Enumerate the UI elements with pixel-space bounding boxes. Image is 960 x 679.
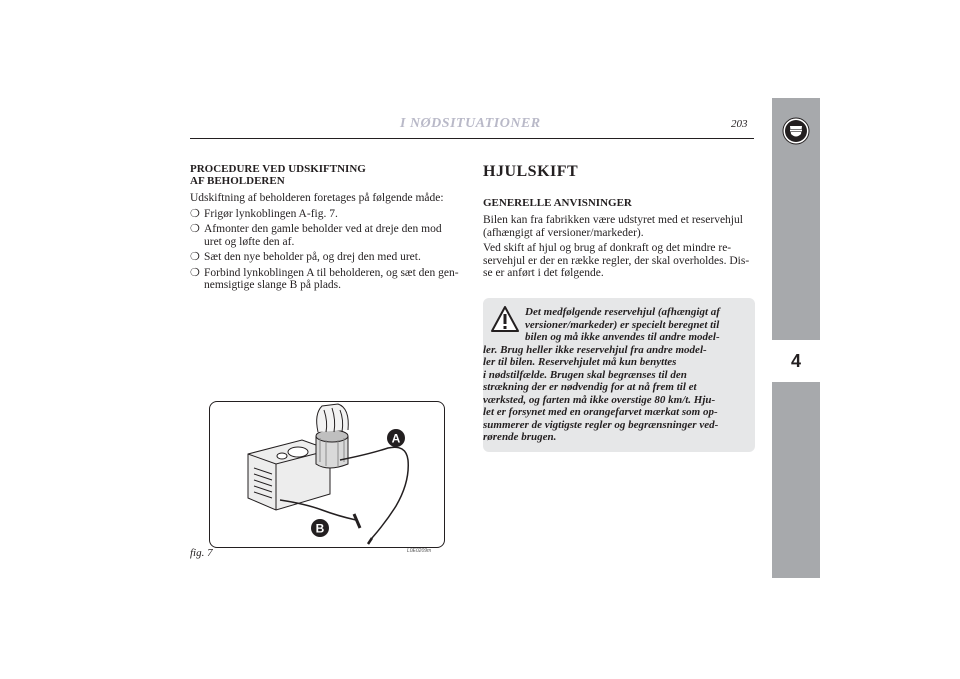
lancia-shield-icon [782, 117, 810, 145]
list-item [190, 223, 462, 248]
step-text: Afmonter den gamle beholder ved at dreje den mod uret og løfte den af. [204, 223, 442, 248]
bullet-circle-icon: ❍ [190, 223, 200, 235]
warning-text [483, 306, 749, 444]
figure-code: L0E0209m [407, 548, 432, 554]
warning-line: versioner/markeder) er specielt beregnet til [525, 318, 720, 331]
warning-line: strækning der er nødvendig for at nå frem til et [483, 381, 697, 393]
header-divider [190, 138, 754, 139]
procedure-intro: Udskiftning af beholderen foretages på følgende måde: [190, 192, 444, 204]
warning-line: bilen og må ikke anvendes til andre model- [525, 331, 720, 343]
list-item [190, 251, 462, 264]
paragraph-spare-wheel: Bilen kan fra fabrikken være udstyret med et reservehjul (afhængigt af versioner/markeder). [483, 214, 743, 239]
paragraph-rules: Ved skift af hjul og brug af donkraft og det mindre re-servehjul er der en række regler, der skal overholdes. Dis-se er anført i det følgende. [483, 242, 750, 279]
chapter-number: 4 [772, 340, 820, 382]
page-header-title: I NØDSITUATIONER [400, 116, 541, 131]
warning-line: let er forsynet med en orangefarvet mærkat som op- [483, 406, 718, 418]
procedure-steps [190, 208, 462, 292]
warning-line: summerer de vigtigste regler og begrænsninger ved- [483, 418, 719, 431]
figure-label-b: B [315, 521, 325, 536]
figure-label-a: A [391, 431, 401, 446]
right-column [483, 163, 755, 283]
figure-caption: fig. 7 [190, 547, 213, 559]
bullet-circle-icon: ❍ [190, 207, 200, 220]
section-title: HJULSKIFT [483, 163, 579, 180]
list-item [190, 208, 462, 221]
warning-line: Det medfølgende reservehjul (afhængigt af [525, 306, 720, 318]
warning-line: ler til bilen. Reservehjulet må kun benyttes [483, 356, 677, 368]
warning-line: ler. Brug heller ikke reservehjul fra andre model- [483, 343, 707, 356]
step-text: Frigør lynkoblingen A-fig. 7. [204, 207, 338, 220]
page-number: 203 [731, 118, 748, 130]
bullet-circle-icon: ❍ [190, 266, 200, 279]
warning-box [483, 298, 755, 452]
left-column [190, 163, 462, 295]
warning-line: i nødstilfælde. Brugen skal begrænses til den [483, 368, 687, 381]
warning-line: rørende brugen. [483, 431, 557, 443]
step-text: Sæt den nye beholder på, og drej den med uret. [204, 251, 421, 263]
warning-line: værksted, og farten må ikke overstige 80 km/t. Hju- [483, 393, 716, 406]
bullet-circle-icon: ❍ [190, 251, 200, 263]
compressor-illustration [210, 402, 444, 547]
general-instructions-heading: GENERELLE ANVISNINGER [483, 197, 632, 209]
compressor-figure [209, 401, 445, 548]
step-text: Forbind lynkoblingen A til beholderen, og sæt den gen-nemsigtige slange B på plads. [204, 266, 459, 291]
procedure-heading [190, 163, 462, 187]
list-item [190, 267, 462, 292]
procedure-heading-line2: AF BEHOLDEREN [190, 175, 285, 187]
procedure-heading-line1: PROCEDURE VED UDSKIFTNING [190, 163, 366, 175]
chapter-side-tab [772, 98, 820, 578]
